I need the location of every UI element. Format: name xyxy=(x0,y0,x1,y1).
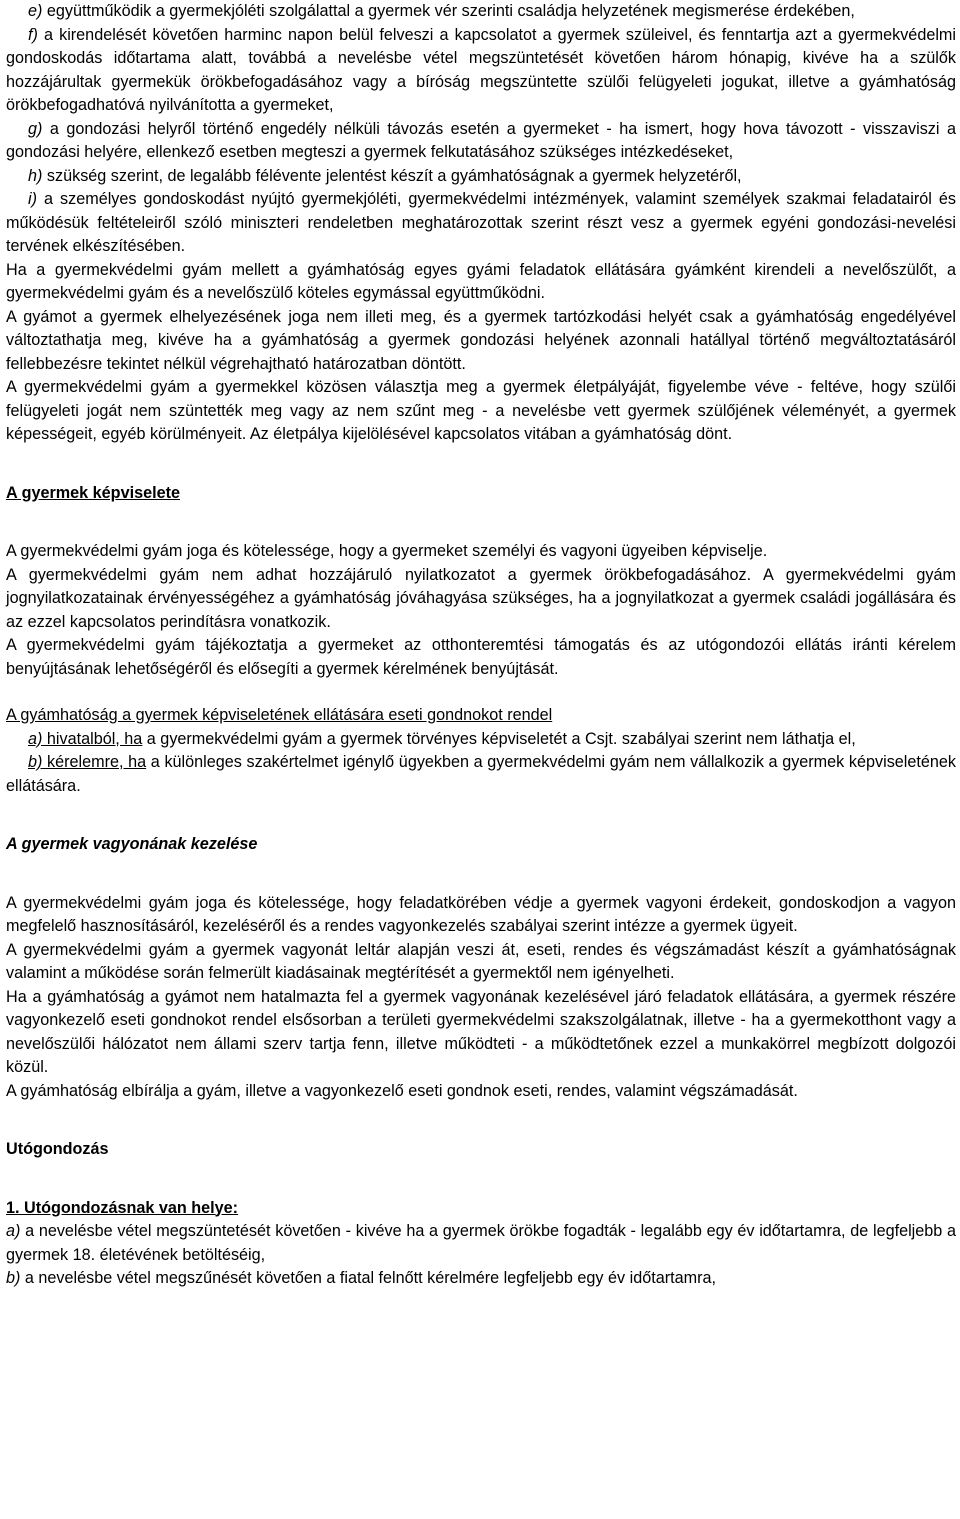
paragraph xyxy=(6,259,956,306)
text-run: b) xyxy=(28,753,43,771)
text-run: Ha a gyermekvédelmi gyám mellett a gyámhatóság egyes gyámi feladatok ellátására gyámként kirendeli a nevelőszülőt, a gyermekvédelmi gyám és a nevelőszülő köteles egymással együttműködni. xyxy=(6,260,956,302)
text-run: a) xyxy=(6,1222,21,1240)
paragraph xyxy=(6,704,956,728)
text-run: hivatalból, ha xyxy=(42,729,143,748)
spacer xyxy=(6,447,956,482)
paragraph xyxy=(6,118,956,165)
text-run: a kirendelését követően harminc napon belül felveszi a kapcsolatot a gyermek szüleivel, és fenntartja azt a gyermekvédelmi gondoskodás időtartama alatt, továbbá a nevelésbe vétel megszüntetését követően három hónapig, kivéve ha a szülők hozzájárultak gyermekük örökbefogadásához vagy a bíróság megszüntette szülői felügyeleti jogukat, illetve a gyámhatóság örökbefogadhatóvá nyilvánította a gyermeket, xyxy=(6,25,956,114)
paragraph xyxy=(6,751,956,798)
paragraph xyxy=(6,306,956,377)
text-run: kérelemre, ha xyxy=(42,753,147,771)
text-run: A gyermek vagyonának kezelése xyxy=(6,835,258,853)
paragraph xyxy=(6,986,956,1080)
spacer xyxy=(6,681,956,704)
paragraph xyxy=(6,24,956,118)
text-run: a személyes gondoskodást nyújtó gyermekjóléti, gyermekvédelmi intézmények, valamint személyek szakmai feladatairól és működésük feltételeiről szóló miniszteri rendeletben meghatározottak szerint részt vesz a gyermek egyéni gondozási-nevelési tervének elkészítésében. xyxy=(6,190,956,255)
text-run: A gyermekvédelmi gyám joga és kötelessége, hogy a gyermeket személyi és vagyoni ügyeiben képviselje. xyxy=(6,542,768,560)
text-run: A gyermekvédelmi gyám a gyermekkel közösen választja meg a gyermek életpályáját, figyelembe véve - feltéve, hogy szülői felügyeleti jogát nem szüntették meg vagy az nem szűnt meg - a nevelésbe vett gyermek szülőjének véleményét, a gyermek képességeit, egyéb körülményeit. Az életpálya kijelölésével kapcsolatos vitában a gyámhatóság dönt. xyxy=(6,378,956,443)
paragraph xyxy=(6,728,956,752)
text-run: A gyermekvédelmi gyám joga és kötelessége, hogy feladatkörében védje a gyermek vagyoni érdekeit, gondoskodjon a vagyon megfelelő hasznosításáról, kezeléséről és a rendes vagyonkezelés szabályai szerint intézze a gyermek ügyeit. xyxy=(6,893,956,935)
paragraph xyxy=(6,376,956,447)
paragraph xyxy=(6,939,956,986)
text-run: A gyámhatóság a gyermek képviseletének ellátására eseti gondnokot rendel xyxy=(6,706,553,724)
paragraph xyxy=(6,1197,956,1221)
paragraph xyxy=(6,540,956,564)
paragraph xyxy=(6,165,956,189)
text-run: g) xyxy=(28,119,43,138)
text-run: a nevelésbe vétel megszüntetését követően - kivéve ha a gyermek örökbe fogadták - legalább egy év időtartamra, de legfeljebb a gyermek 18. életévének betöltéséig, xyxy=(6,1222,956,1264)
heading-utogondozas xyxy=(6,1138,956,1162)
heading-vagyon xyxy=(6,833,956,857)
text-run: A gyámhatóság elbírálja a gyám, illetve a vagyonkezelő eseti gondnok eseti, rendes, valamint végszámadását. xyxy=(6,1081,798,1100)
paragraph xyxy=(6,634,956,681)
text-run: együttműködik a gyermekjóléti szolgálattal a gyermek vér szerinti családja helyzetének megismerése érdekében, xyxy=(42,2,855,20)
spacer xyxy=(6,1103,956,1138)
text-run: a gyermekvédelmi gyám a gyermek törvényes képviseletét a Csjt. szabályai szerint nem láthatja el, xyxy=(142,729,856,748)
text-run: i) xyxy=(28,190,37,208)
text-run: A gyermekvédelmi gyám nem adhat hozzájáruló nyilatkozatot a gyermek örökbefogadásához. A gyermekvédelmi gyám jognyilatkozatainak érvényességéhez a gyámhatóság jóváhagyása szükséges, ha a jognyilatkozat a gyermek családi jogállására és az ezzel kapcsolatos perindításra vonatkozik. xyxy=(6,565,956,631)
text-run: Utógondozás xyxy=(6,1140,109,1158)
text-run: Ha a gyámhatóság a gyámot nem hatalmazta fel a gyermek vagyonának kezelésével járó feladatok ellátására, a gyermek részére vagyonkezelő eseti gondnokot rendel elsősorban a területi gyermekvédelmi szakszolgálatnak, illetve - ha a gyermekotthont vagy a nevelőszülői hálózatot nem állami szerv tartja fenn, illetve működteti - a működtetőnek ezzel a munkakörrel megbízott dolgozói közül. xyxy=(6,987,956,1076)
text-run: e) xyxy=(28,2,43,20)
text-run: A gyámot a gyermek elhelyezésének joga nem illeti meg, és a gyermek tartózkodási helyét csak a gyámhatóság engedélyével változtathatja meg, kivéve ha a gyámhatóság a gyermek gondozási helyének azonnali hatállyal történő megváltoztatásáról fellebbezésre tekintet nélkül végrehajtható határozatban döntött. xyxy=(6,307,956,373)
text-run: a gondozási helyről történő engedély nélküli távozás esetén a gyermeket - ha ismert, hogy hova távozott - visszaviszi a gondozási helyére, ellenkező esetben megteszi a gyermek felkutatásához szükséges intézkedéseket, xyxy=(6,119,956,161)
text-run: a különleges szakértelmet igénylő ügyekben a gyermekvédelmi gyám nem vállalkozik a gyermek képviseletének ellátására. xyxy=(6,753,956,795)
paragraph xyxy=(6,1267,956,1291)
text-run: A gyermek képviselete xyxy=(6,483,180,502)
text-run: a) xyxy=(28,729,43,748)
text-run: b) xyxy=(6,1269,21,1287)
text-run: h) xyxy=(28,166,43,185)
paragraph xyxy=(6,1220,956,1267)
spacer xyxy=(6,857,956,892)
spacer xyxy=(6,1162,956,1197)
paragraph xyxy=(6,892,956,939)
text-run: A gyermekvédelmi gyám a gyermek vagyonát leltár alapján veszi át, eseti, rendes és végszámadást készít a gyámhatóságnak valamint a működése során felmerült kiadásainak megtérítését a gyermektől nem igényelheti. xyxy=(6,940,956,982)
spacer xyxy=(6,505,956,540)
text-run: A gyermekvédelmi gyám tájékoztatja a gyermeket az otthonteremtési támogatás és az utógondozói ellátás iránti kérelem benyújtásának lehetőségéről és elősegíti a gyermek kérelmének benyújtását. xyxy=(6,636,956,678)
text-run: szükség szerint, de legalább félévente jelentést készít a gyámhatóságnak a gyermek helyzetéről, xyxy=(42,166,742,185)
paragraph xyxy=(6,1080,956,1104)
spacer xyxy=(6,798,956,833)
paragraph xyxy=(6,188,956,259)
text-run: a nevelésbe vétel megszűnését követően a fiatal felnőtt kérelmére legfeljebb egy év időtartamra, xyxy=(20,1269,716,1287)
text-run: 1. Utógondozásnak van helye: xyxy=(6,1198,239,1217)
heading-kepviselet xyxy=(6,482,956,506)
paragraph xyxy=(6,564,956,635)
paragraph xyxy=(6,0,956,24)
text-run: f) xyxy=(28,25,38,44)
